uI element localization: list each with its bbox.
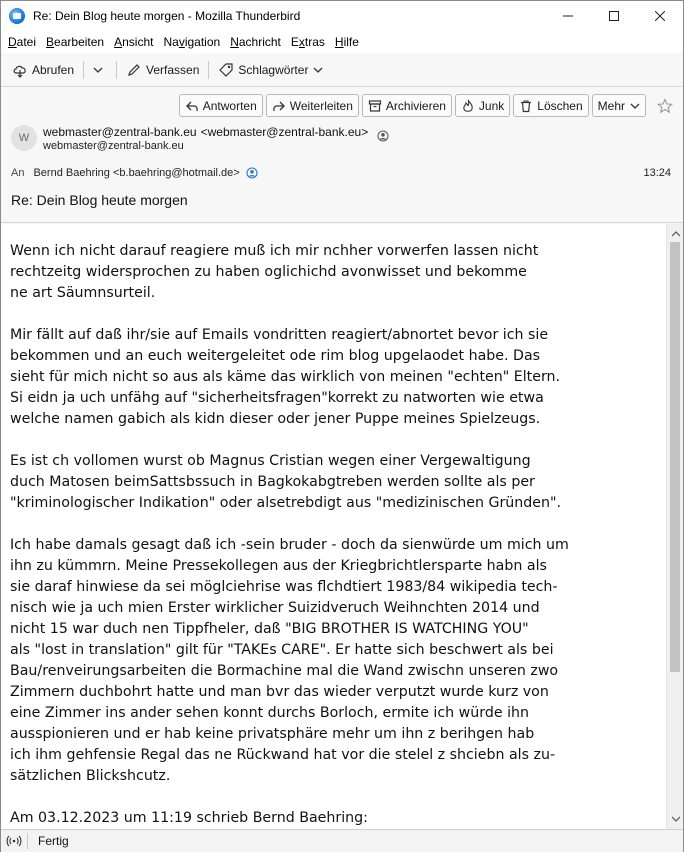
forward-label: Weiterleiten	[289, 98, 353, 113]
menu-hilfe-accel: H	[334, 35, 344, 49]
star-icon	[657, 98, 673, 114]
menu-extras-pre: E	[290, 35, 299, 49]
get-messages-button[interactable]	[7, 58, 79, 82]
message-time: 13:24	[643, 167, 671, 179]
archive-icon	[368, 99, 382, 113]
from-line[interactable]	[43, 122, 389, 142]
title-bar	[1, 1, 683, 31]
vertical-scrollbar[interactable]	[666, 224, 683, 829]
message-text	[10, 241, 655, 829]
chevron-down-icon	[313, 65, 323, 75]
write-button[interactable]	[121, 58, 204, 82]
scroll-down-icon	[672, 816, 680, 822]
menu-nachricht[interactable]	[225, 35, 286, 49]
menu-navigation-accel: v	[178, 35, 185, 49]
thunderbird-logo-icon	[9, 8, 25, 24]
message-body	[1, 224, 683, 829]
tags-button[interactable]	[213, 58, 332, 82]
menu-hilfe-label: ilfe	[343, 35, 359, 49]
menu-datei-accel: D	[8, 35, 17, 49]
menu-datei-label: atei	[16, 35, 37, 49]
menu-extras-label: tras	[304, 35, 325, 49]
menu-extras[interactable]	[286, 35, 330, 49]
quote-header: Am 03.12.2023 um 11:19 schrieb Bernd Baehring:	[10, 810, 368, 826]
menu-extras-accel: x	[298, 35, 305, 49]
contact-badge-icon[interactable]	[246, 167, 258, 179]
status-text: Fertig	[38, 834, 69, 848]
body-paragraph: Es ist ch vollomen wurst ob Magnus Cristian wegen einer Vergewaltigung duch Matosen beimSattsbssuch in Bagkokabgtreben werden sollte als per "kriminologischer Indikation" oder alsetrebdigt aus "medizinischen Gründen".	[10, 453, 562, 511]
menu-bar	[1, 31, 683, 53]
toolbar-separator	[83, 61, 84, 79]
menu-bearbeiten[interactable]	[41, 35, 109, 49]
junk-button[interactable]	[455, 94, 510, 117]
sender-name[interactable]: webmaster@zentral-bank.eu	[43, 125, 197, 139]
maximize-icon	[609, 11, 619, 21]
window-title: Re: Dein Blog heute morgen - Mozilla Thunderbird	[33, 9, 301, 23]
tags-label: Schlagwörter	[238, 62, 309, 77]
online-status-button[interactable]	[1, 835, 27, 847]
menu-nachricht-accel: N	[230, 35, 239, 49]
flame-icon	[461, 99, 475, 113]
menu-ansicht[interactable]	[109, 35, 158, 49]
to-label: An	[11, 167, 25, 179]
menu-bearbeiten-accel: B	[46, 35, 55, 49]
minimize-icon	[563, 11, 573, 21]
cloud-download-icon	[12, 62, 28, 78]
maximize-button[interactable]	[591, 1, 637, 31]
scroll-up-icon	[672, 231, 680, 237]
menu-hilfe[interactable]	[330, 35, 364, 49]
delete-button[interactable]	[513, 94, 588, 117]
antenna-icon	[6, 835, 22, 847]
menu-ansicht-accel: A	[114, 35, 123, 49]
toolbar-separator	[116, 61, 117, 79]
message-subject: Re: Dein Blog heute morgen	[11, 192, 188, 208]
tag-icon	[218, 62, 234, 78]
get-messages-dropdown[interactable]	[88, 58, 112, 82]
more-button[interactable]	[592, 94, 646, 117]
menu-navigation-label: igation	[184, 35, 221, 49]
trash-icon	[519, 99, 533, 113]
minimize-button[interactable]	[545, 1, 591, 31]
message-actions	[179, 94, 677, 117]
chevron-down-icon	[630, 101, 640, 111]
body-paragraph: Mir fällt auf daß ihr/sie auf Emails vondritten reagiert/abnortet bevor ich sie bekommen und an euch weitergeleitet ode rim blog upgelaodet habe. Das sieht für mich nicht so aus als käme das wirklich von meinen "echten" Eltern. Si eidn ja uch unfähg auf "sicherheitsfragen"korrekt zu natworten wie etwa welche namen gabich als kidn dieser oder jener Puppe meines Spielzeugs.	[10, 327, 561, 427]
close-icon	[655, 11, 665, 21]
reply-label: Antworten	[202, 98, 257, 113]
menu-bearbeiten-label: earbeiten	[54, 35, 105, 49]
pencil-icon	[126, 62, 142, 78]
scroll-down-button[interactable]	[667, 811, 684, 827]
reply-icon	[185, 99, 199, 113]
recipient-address[interactable]: Bernd Baehring <b.baehring@hotmail.de>	[33, 167, 240, 179]
sender-address: <webmaster@zentral-bank.eu>	[200, 125, 369, 139]
junk-label: Junk	[478, 98, 505, 113]
main-toolbar	[1, 53, 683, 87]
window-controls	[545, 1, 683, 31]
reply-button[interactable]	[179, 94, 263, 117]
forward-button[interactable]	[266, 94, 359, 117]
menu-datei[interactable]	[3, 35, 41, 49]
avatar	[11, 125, 37, 151]
close-button[interactable]	[637, 1, 683, 31]
get-messages-label: Abrufen	[32, 62, 75, 77]
sender-subline: webmaster@zentral-bank.eu	[43, 140, 184, 152]
menu-navigation-pre: Na	[163, 35, 179, 49]
scrollbar-thumb[interactable]	[670, 242, 680, 672]
body-paragraph: Wenn ich nicht darauf reagiere muß ich mir nchher vorwerfen lassen nicht rechtzeitg widersprochen zu haben oglichichd avonwisset und bekomme ne art Säumnsurteil.	[10, 243, 539, 301]
menu-navigation[interactable]	[158, 35, 225, 49]
menu-nachricht-label: achricht	[238, 35, 281, 49]
avatar-initial: W	[18, 132, 30, 144]
recipient-row	[11, 167, 258, 179]
forward-icon	[272, 99, 286, 113]
star-button[interactable]	[653, 94, 677, 117]
scroll-up-button[interactable]	[667, 226, 684, 242]
body-paragraph: Ich habe damals gesagt daß ich -sein bruder - doch da sienwürde um mich um ihn zu kümmrn. Meine Pressekollegen aus der Kriegbrichtlersparte habn als sie daraf hinwiese da sei möglciehrise was flchdtiert 1983/84 wikipedia tech- nisch wie ja uch mien Erster wirklicher Suizidveruch Weihnchten 2014 und nicht 15 war duch nen Tippfheler, daß "BIG BROTHER IS WATCHING YOU" als "lost in translation" gilt für "TAKEs CARE". Er hatte sich beschwert als bei Bau/renveirungsarbeiten die Bormachine mal die Wand zwischn unseren zwo Zimmern duchbohrt hatte und man bvr das wieder verputzt wurde kurz von eine Zimmer ins ander sehen konnt durchs Borloch, ermite ich würde ihn ausspionieren und er hab keine privatsphäre mehr um ihn z berihgen hab ich ihm gehfensie Regal das ne Rückwand hat vor die stelel z shciebn als zu- sätzlichen Blickshcutz.	[10, 537, 569, 784]
archive-label: Archivieren	[385, 98, 446, 113]
menu-ansicht-label: nsicht	[122, 35, 154, 49]
add-contact-icon[interactable]	[377, 130, 389, 142]
status-bar	[1, 829, 683, 852]
more-label: Mehr	[597, 98, 625, 113]
toolbar-separator	[208, 61, 209, 79]
archive-button[interactable]	[362, 94, 452, 117]
delete-label: Löschen	[537, 98, 583, 113]
message-header	[1, 88, 683, 223]
status-separator	[27, 833, 28, 849]
write-label: Verfassen	[146, 62, 200, 77]
chevron-down-icon	[93, 65, 103, 75]
